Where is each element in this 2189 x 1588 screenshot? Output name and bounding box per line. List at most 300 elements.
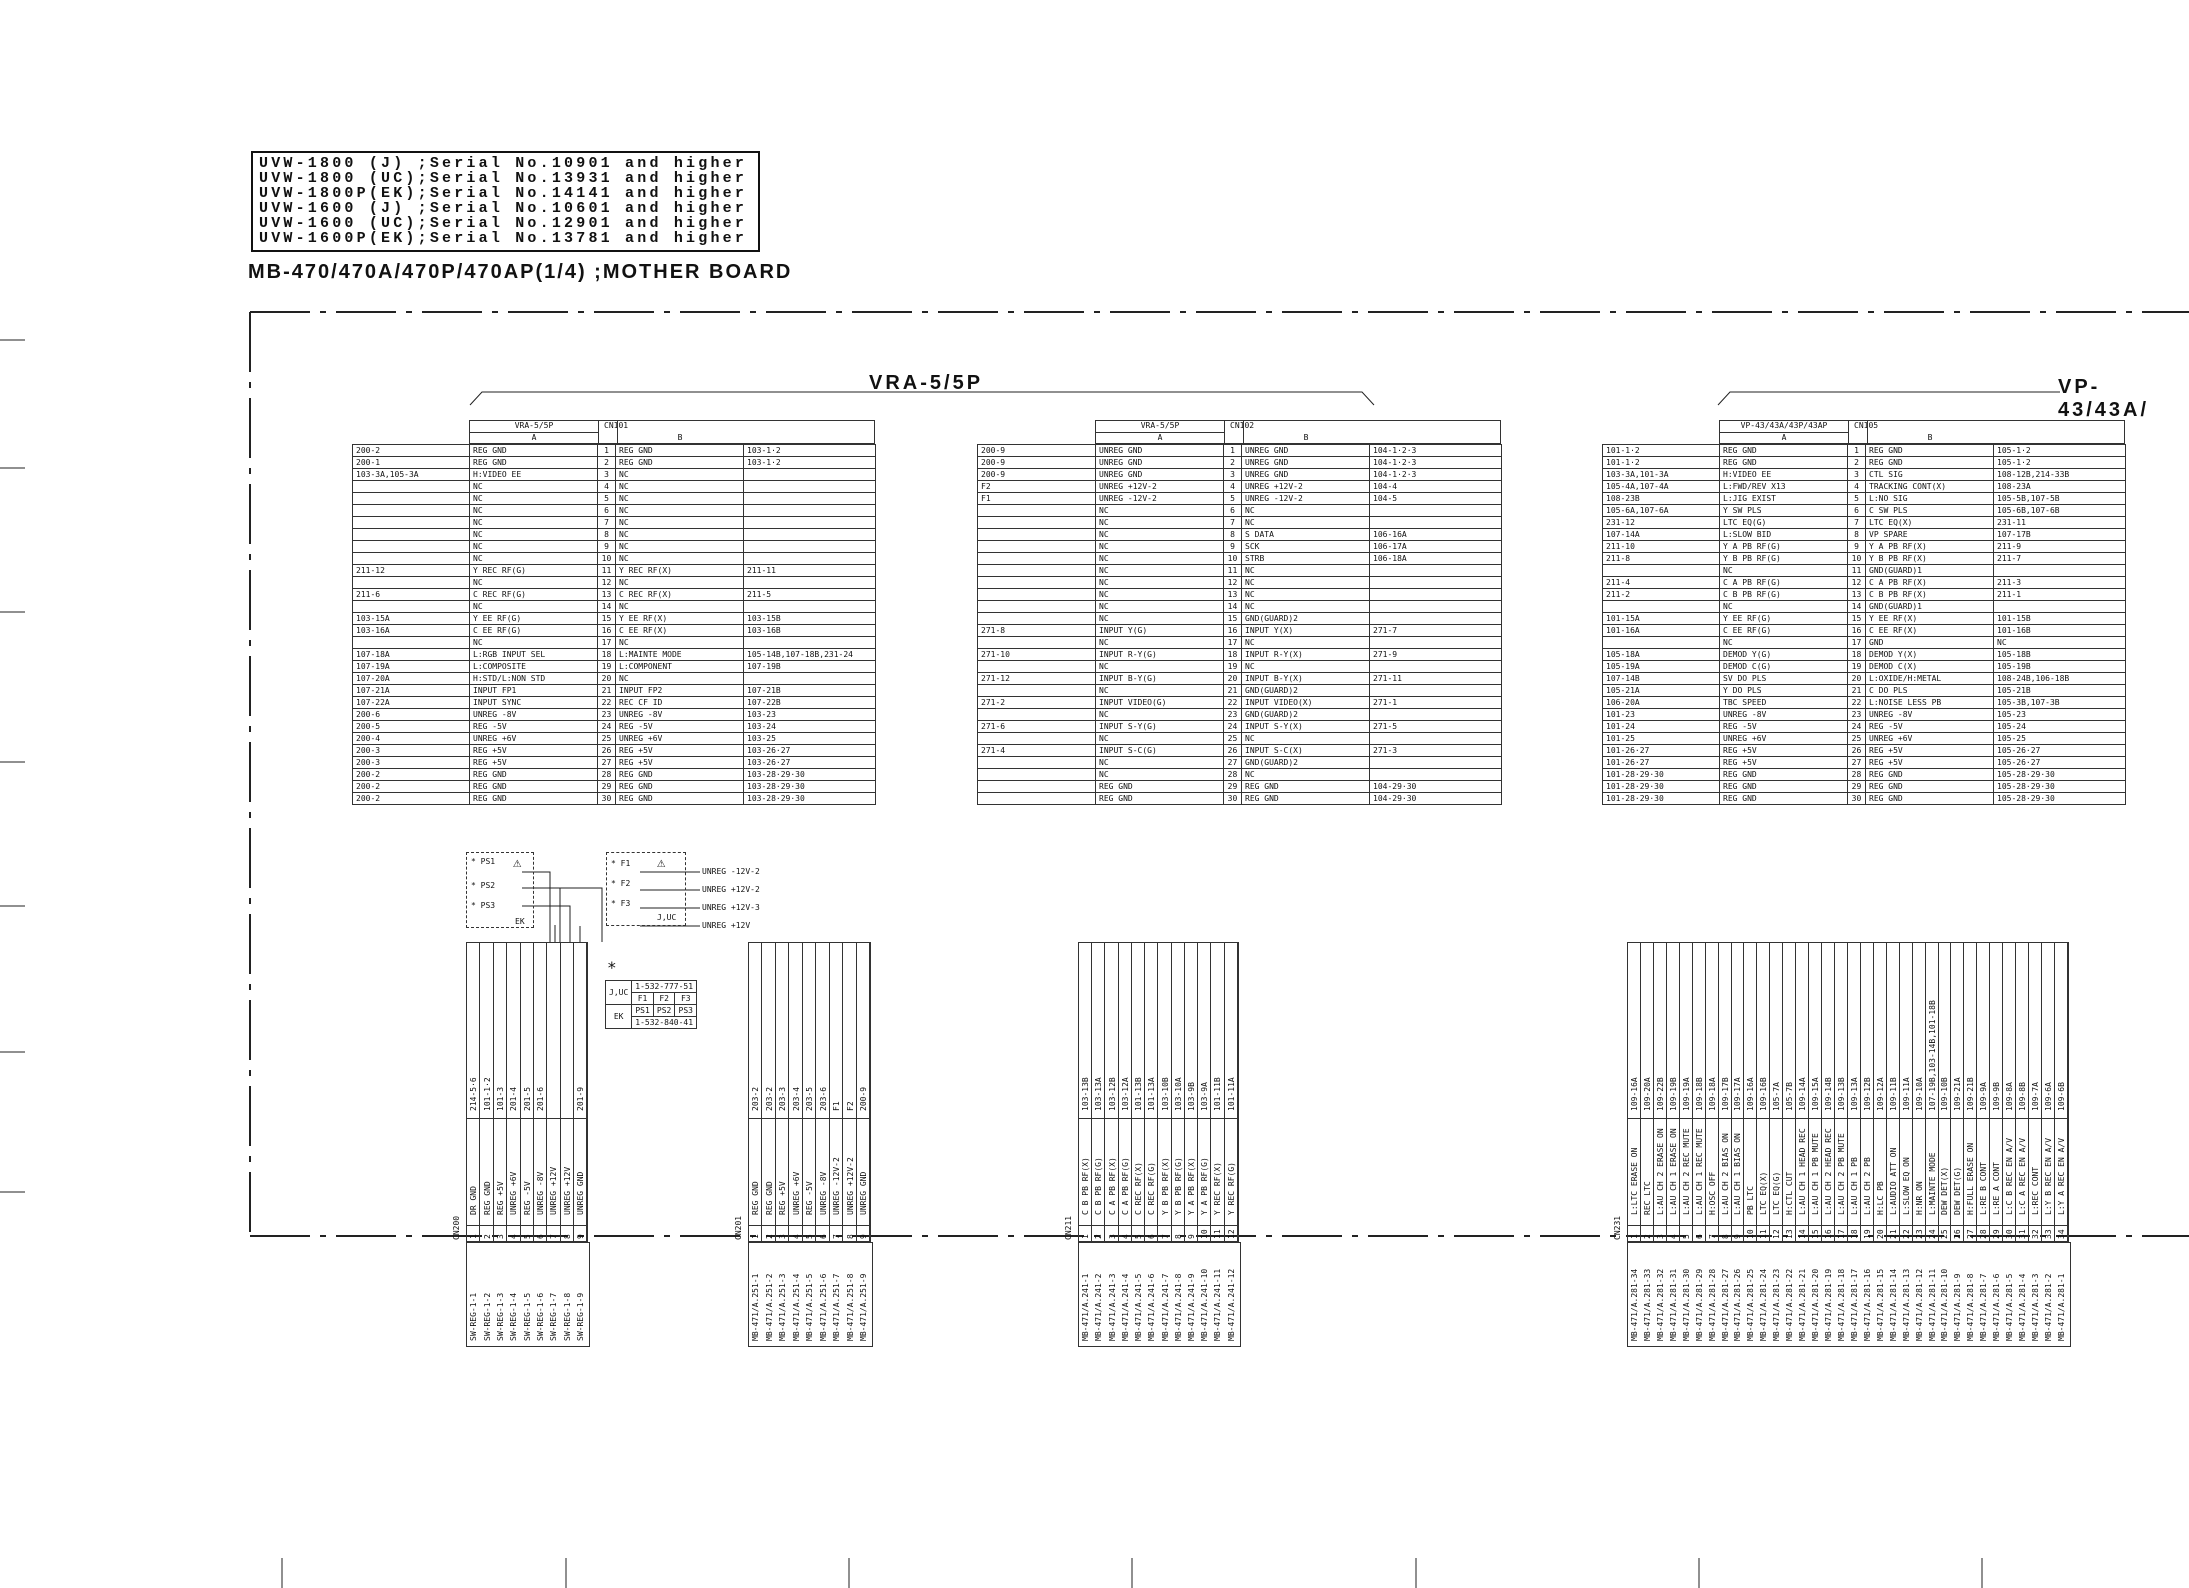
signal-a: REG +5V xyxy=(1720,745,1848,757)
signal-b: CTL SIG xyxy=(1866,469,1994,481)
ref-b: 211-1 xyxy=(1994,589,2126,601)
signal-a: NC xyxy=(470,493,598,505)
pin-number: 7 xyxy=(1224,517,1242,529)
pin-signal: Y A PB RF(X) xyxy=(1186,1157,1196,1215)
pin-bottom-ref: MB-471/A.281-20 xyxy=(1811,1268,1821,1341)
connector-pin-column xyxy=(561,943,574,1341)
connector-pin-column xyxy=(1990,943,2003,1341)
pin-top-ref: 201-6 xyxy=(536,1086,546,1111)
connector-pin-column xyxy=(1887,943,1900,1341)
ref-b: 231-11 xyxy=(1994,517,2126,529)
pin-bottom-ref: MB-471/A.241-4 xyxy=(1120,1273,1130,1341)
signal-a: NC xyxy=(1096,661,1224,673)
ref-b xyxy=(1370,661,1502,673)
table-row xyxy=(978,637,1502,649)
ref-a: F2 xyxy=(978,481,1096,493)
pin-bottom-ref: MB-471/A.281-2 xyxy=(2043,1273,2053,1341)
table-row xyxy=(1603,553,2126,565)
pin-top-ref: 109-12B xyxy=(1862,1077,1872,1111)
signal-a: Y REC RF(G) xyxy=(470,565,598,577)
ref-a: 200-2 xyxy=(353,769,470,781)
pin-number: 27 xyxy=(1848,757,1866,769)
table-row xyxy=(978,529,1502,541)
pin-top-ref: 105-7A xyxy=(1772,1082,1782,1111)
pin-number: 16 xyxy=(598,625,616,637)
table-row xyxy=(353,673,876,685)
pin-top-ref: 109-13A xyxy=(1849,1077,1859,1111)
connector-lower-ref-box xyxy=(1078,1242,1241,1347)
pin-signal: REG GND xyxy=(751,1181,761,1215)
ref-a: 103-3A,105-3A xyxy=(353,469,470,481)
ref-a xyxy=(353,577,470,589)
pin-number: 5 xyxy=(805,1234,815,1239)
pin-bottom-ref: MB-471/A.241-1 xyxy=(1081,1273,1091,1341)
ref-a xyxy=(978,709,1096,721)
pin-number: 25 xyxy=(598,733,616,745)
pin-number: 27 xyxy=(1966,1229,1976,1239)
connector-pin-column xyxy=(1706,943,1719,1341)
pin-bottom-ref: MB-471/A.281-21 xyxy=(1798,1268,1808,1341)
pin-number: 18 xyxy=(1848,649,1866,661)
pin-signal: Y A PB RF(G) xyxy=(1200,1157,1210,1215)
serial-line: UVW-1600 (UC);Serial No.12901 and higher xyxy=(259,215,748,232)
signal-b: REG GND xyxy=(1242,793,1370,805)
pin-signal: C A PB RF(G) xyxy=(1120,1157,1130,1215)
pin-number: 7 xyxy=(832,1234,842,1239)
signal-b: REG -5V xyxy=(1866,721,1994,733)
connector-name: CN102 xyxy=(1230,421,1255,430)
pin-top-ref: 109-8A xyxy=(2005,1082,2015,1111)
serial-line: UVW-1600 (J) ;Serial No.10601 and higher xyxy=(259,200,748,217)
fuse-region-label: J,UC xyxy=(657,913,677,922)
connector-pin-column xyxy=(1185,943,1198,1341)
connector-pin-column xyxy=(1211,943,1224,1341)
connector-pin-column xyxy=(816,943,829,1341)
ref-b: 103-25 xyxy=(744,733,876,745)
ref-b xyxy=(1994,601,2126,613)
fuse-cell: F1 xyxy=(632,993,654,1005)
pin-signal: L:AU CH 1 PB xyxy=(1849,1157,1859,1215)
signal-a: NC xyxy=(1096,637,1224,649)
table-row xyxy=(353,757,876,769)
pin-signal: REG GND xyxy=(482,1181,492,1215)
column-b: B xyxy=(1303,433,1309,442)
ref-a xyxy=(978,553,1096,565)
pin-number: 33 xyxy=(2043,1229,2053,1239)
pin-number: 24 xyxy=(598,721,616,733)
pin-signal: L:RE B CONT xyxy=(1979,1162,1989,1215)
ref-a: 200-1 xyxy=(353,457,470,469)
pin-bottom-ref: MB-471/A.281-13 xyxy=(1901,1268,1911,1341)
signal-b: NC xyxy=(616,517,744,529)
ref-b: 211-11 xyxy=(744,565,876,577)
pin-bottom-ref: MB-471/A.281-12 xyxy=(1914,1268,1924,1341)
pin-number: 1 xyxy=(1224,445,1242,457)
signal-a: H:VIDEO EE xyxy=(1720,469,1848,481)
pin-signal: UNREG GND xyxy=(576,1171,586,1215)
ref-b xyxy=(1370,757,1502,769)
table-row xyxy=(978,481,1502,493)
pin-number: 2 xyxy=(482,1234,492,1239)
signal-b: NC xyxy=(1242,661,1370,673)
pin-number: 5 xyxy=(1134,1234,1144,1239)
ref-b xyxy=(1370,685,1502,697)
pin-number: 17 xyxy=(1836,1229,1846,1239)
pin-top-ref: 109-14B xyxy=(1824,1077,1834,1111)
table-row xyxy=(1603,493,2126,505)
fuse-label: * F2 xyxy=(611,879,631,888)
ref-b: 107-22B xyxy=(744,697,876,709)
ref-b xyxy=(744,541,876,553)
connector-pin-column xyxy=(2016,943,2029,1341)
signal-b: NC xyxy=(1242,637,1370,649)
table-row xyxy=(1603,517,2126,529)
connector-pin-column xyxy=(857,943,870,1341)
pin-bottom-ref: SW-REG-1-2 xyxy=(482,1292,492,1341)
cn105-header xyxy=(1719,420,2125,444)
pin-top-ref: 109-15A xyxy=(1811,1077,1821,1111)
pin-bottom-ref: MB-471/A.251-4 xyxy=(791,1273,801,1341)
signal-b: NC xyxy=(616,505,744,517)
signal-b: C B PB RF(X) xyxy=(1866,589,1994,601)
pin-signal: REG +5V xyxy=(495,1181,505,1215)
pin-number: 22 xyxy=(1848,697,1866,709)
table-row xyxy=(1603,793,2126,805)
ref-a xyxy=(978,589,1096,601)
signal-b: INPUT S-C(X) xyxy=(1242,745,1370,757)
signal-a: NC xyxy=(1720,601,1848,613)
pin-number: 2 xyxy=(1642,1234,1652,1239)
pin-number: 24 xyxy=(1224,721,1242,733)
signal-a: UNREG GND xyxy=(1096,445,1224,457)
pin-bottom-ref: MB-471/A.281-27 xyxy=(1720,1268,1730,1341)
pin-signal: DR GND xyxy=(469,1186,479,1215)
ref-b: 101-16B xyxy=(1994,625,2126,637)
ref-a: 101-1·2 xyxy=(1603,457,1720,469)
table-row xyxy=(978,781,1502,793)
signal-a: NC xyxy=(1096,517,1224,529)
pin-signal: REG -5V xyxy=(522,1181,532,1215)
pin-number: 14 xyxy=(1798,1229,1808,1239)
connector-pin-column xyxy=(1092,943,1105,1341)
pin-bottom-ref: MB-471/A.251-9 xyxy=(859,1273,869,1341)
pin-bottom-ref: MB-471/A.281-28 xyxy=(1707,1268,1717,1341)
signal-a: NC xyxy=(470,577,598,589)
signal-b: L:OXIDE/H:METAL xyxy=(1866,673,1994,685)
ref-a xyxy=(353,601,470,613)
pin-top-ref: 103-9A xyxy=(1200,1082,1210,1111)
signal-a: C B PB RF(G) xyxy=(1720,589,1848,601)
signal-b: REG +5V xyxy=(1866,757,1994,769)
connector-pin-column xyxy=(2029,943,2042,1341)
pin-number: 7 xyxy=(1707,1234,1717,1239)
pin-signal: L:AU CH 1 ERASE ON xyxy=(1668,1128,1678,1215)
ref-a: 105-4A,107-4A xyxy=(1603,481,1720,493)
pin-signal: UNREG GND xyxy=(859,1171,869,1215)
pin-number: 2 xyxy=(764,1234,774,1239)
pin-signal: C B PB RF(G) xyxy=(1094,1157,1104,1215)
ref-a xyxy=(353,481,470,493)
ref-b xyxy=(1370,565,1502,577)
connector-pin-column xyxy=(1732,943,1745,1341)
ref-a: 271-2 xyxy=(978,697,1096,709)
pin-number: 9 xyxy=(576,1234,586,1239)
pin-number: 13 xyxy=(1785,1229,1795,1239)
pin-bottom-ref: SW-REG-1-3 xyxy=(495,1292,505,1341)
signal-b: REG GND xyxy=(616,769,744,781)
pin-top-ref: 109-16A xyxy=(1746,1077,1756,1111)
table-row xyxy=(353,793,876,805)
connector-pin-column xyxy=(1900,943,1913,1341)
ref-a xyxy=(353,505,470,517)
ref-b: 105-14B,107-18B,231-24 xyxy=(744,649,876,661)
signal-a: INPUT S-Y(G) xyxy=(1096,721,1224,733)
table-row xyxy=(1603,649,2126,661)
pin-top-ref: 101-3 xyxy=(495,1086,505,1111)
pin-number: 30 xyxy=(1848,793,1866,805)
signal-a: TBC SPEED xyxy=(1720,697,1848,709)
connector-pin-column xyxy=(467,943,480,1341)
signal-a: SV DO PLS xyxy=(1720,673,1848,685)
pin-bottom-ref: MB-471/A.281-17 xyxy=(1849,1268,1859,1341)
table-row xyxy=(978,445,1502,457)
pin-number: 19 xyxy=(1848,661,1866,673)
pin-signal: UNREG -8V xyxy=(818,1171,828,1215)
pin-number: 21 xyxy=(1848,685,1866,697)
ref-a: 101-1·2 xyxy=(1603,445,1720,457)
pin-number: 30 xyxy=(2005,1229,2015,1239)
ref-b: 107-17B xyxy=(1994,529,2126,541)
ref-b xyxy=(1370,505,1502,517)
pin-number: 7 xyxy=(1848,517,1866,529)
pin-top-ref: 109-6B xyxy=(2056,1082,2066,1111)
ref-b: 104-5 xyxy=(1370,493,1502,505)
connector-pin-column xyxy=(789,943,802,1341)
serial-line: UVW-1600P(EK);Serial No.13781 and higher xyxy=(259,230,748,247)
pin-top-ref: 109-9B xyxy=(1992,1082,2002,1111)
table-row xyxy=(978,757,1502,769)
signal-b: NC xyxy=(616,553,744,565)
connector-pin-column xyxy=(1225,943,1238,1341)
ref-b: 105-28·29·30 xyxy=(1994,769,2126,781)
pin-top-ref: 101-1·2 xyxy=(482,1077,492,1111)
ref-b xyxy=(744,493,876,505)
pin-top-ref: 109-7A xyxy=(2031,1082,2041,1111)
output-label: UNREG +12V-3 xyxy=(702,903,760,912)
ref-a: 271-12 xyxy=(978,673,1096,685)
signal-b: Y EE RF(X) xyxy=(616,613,744,625)
fuse-cell: F3 xyxy=(675,993,697,1005)
signal-a: UNREG -8V xyxy=(470,709,598,721)
pin-signal: UNREG +12V-2 xyxy=(845,1157,855,1215)
pin-number: 21 xyxy=(1224,685,1242,697)
signal-a: NC xyxy=(1096,577,1224,589)
pin-top-ref: 101-11B xyxy=(1213,1077,1223,1111)
table-row xyxy=(978,517,1502,529)
connector-name: CN200 xyxy=(452,1215,461,1240)
ref-b xyxy=(1370,709,1502,721)
connector-pin-column xyxy=(1628,943,1641,1341)
region-cell: EK xyxy=(606,1005,632,1029)
pin-bottom-ref: MB-471/A.251-5 xyxy=(805,1273,815,1341)
pin-top-ref: 200-9 xyxy=(859,1086,869,1111)
pin-number: 6 xyxy=(1848,505,1866,517)
pin-bottom-ref: MB-471/A.281-31 xyxy=(1668,1268,1678,1341)
ref-a xyxy=(353,517,470,529)
signal-b: REG +5V xyxy=(616,757,744,769)
pin-number: 25 xyxy=(1940,1229,1950,1239)
pin-bottom-ref: MB-471/A.241-7 xyxy=(1160,1273,1170,1341)
pin-top-ref: 109-11A xyxy=(1901,1077,1911,1111)
table-row xyxy=(1603,757,2126,769)
pin-number: 1 xyxy=(469,1234,479,1239)
table-row xyxy=(353,769,876,781)
pin-number: 8 xyxy=(1173,1234,1183,1239)
ref-a: 200-2 xyxy=(353,793,470,805)
pin-signal: L:C B REC EN A/V xyxy=(2005,1137,2015,1215)
signal-a: NC xyxy=(1096,757,1224,769)
connector-pin-column xyxy=(830,943,843,1341)
signal-a: NC xyxy=(470,601,598,613)
table-row xyxy=(353,517,876,529)
ref-b xyxy=(744,637,876,649)
ref-a: 107-20A xyxy=(353,673,470,685)
signal-a: REG GND xyxy=(470,793,598,805)
signal-b: UNREG -12V-2 xyxy=(1242,493,1370,505)
connector-name: CN211 xyxy=(1064,1215,1073,1240)
pin-number: 10 xyxy=(1848,553,1866,565)
ref-b: 104-1·2·3 xyxy=(1370,469,1502,481)
signal-a: INPUT FP1 xyxy=(470,685,598,697)
pin-number: 16 xyxy=(1224,625,1242,637)
signal-b: INPUT VIDEO(X) xyxy=(1242,697,1370,709)
ref-a: 211-6 xyxy=(353,589,470,601)
ref-a xyxy=(978,685,1096,697)
pin-number: 3 xyxy=(1655,1234,1665,1239)
pin-bottom-ref: MB-471/A.281-25 xyxy=(1746,1268,1756,1341)
table-row xyxy=(353,481,876,493)
ref-a xyxy=(978,613,1096,625)
pin-top-ref: 109-20A xyxy=(1642,1077,1652,1111)
pin-signal: L:AU CH 1 REC MUTE xyxy=(1694,1128,1704,1215)
signal-a: UNREG -12V-2 xyxy=(1096,493,1224,505)
table-row xyxy=(978,493,1502,505)
connector-pin-column xyxy=(2003,943,2016,1341)
table-row xyxy=(353,565,876,577)
signal-a: NC xyxy=(1096,589,1224,601)
pin-signal: L:AU CH 2 REC MUTE xyxy=(1681,1128,1691,1215)
ref-b: 106-18A xyxy=(1370,553,1502,565)
pin-number: 4 xyxy=(791,1234,801,1239)
signal-b: NC xyxy=(1242,505,1370,517)
pin-number: 18 xyxy=(1849,1229,1859,1239)
connector-pin-column xyxy=(1926,943,1939,1341)
table-row xyxy=(353,733,876,745)
signal-a: NC xyxy=(470,517,598,529)
pin-number: 3 xyxy=(1224,469,1242,481)
signal-a: REG GND xyxy=(470,445,598,457)
pin-top-ref: 109-18B xyxy=(1694,1077,1704,1111)
pin-top-ref: 109-11B xyxy=(1888,1077,1898,1111)
pin-number: 12 xyxy=(1226,1229,1236,1239)
signal-b: GND(GUARD)2 xyxy=(1242,757,1370,769)
ref-b: 103-28·29·30 xyxy=(744,793,876,805)
table-row xyxy=(1603,637,2126,649)
pin-bottom-ref: MB-471/A.241-3 xyxy=(1107,1273,1117,1341)
pin-signal: UNREG +6V xyxy=(791,1171,801,1215)
signal-b: NC xyxy=(1242,733,1370,745)
ref-b: NC xyxy=(1994,637,2126,649)
fuse-label: * F1 xyxy=(611,859,631,868)
pin-bottom-ref: MB-471/A.281-30 xyxy=(1681,1268,1691,1341)
pin-top-ref: 203-2 xyxy=(751,1086,761,1111)
pin-number: 20 xyxy=(1875,1229,1885,1239)
table-row xyxy=(978,745,1502,757)
ref-b: 211-5 xyxy=(744,589,876,601)
ref-b xyxy=(744,481,876,493)
pin-signal: UNREG +12V xyxy=(549,1166,559,1215)
connector-pin-column xyxy=(1172,943,1185,1341)
ref-b: 271-11 xyxy=(1370,673,1502,685)
ref-b: 105-26·27 xyxy=(1994,757,2126,769)
pin-signal: L:AUDIO ATT ON xyxy=(1888,1147,1898,1215)
table-row xyxy=(1603,697,2126,709)
cn101-header xyxy=(469,420,875,444)
ref-a: F1 xyxy=(978,493,1096,505)
pin-number: 11 xyxy=(1213,1229,1223,1239)
pin-signal: L:C A REC EN A/V xyxy=(2018,1137,2028,1215)
column-a: A xyxy=(531,433,537,442)
connector-pin-column xyxy=(480,943,493,1341)
pin-number: 30 xyxy=(1224,793,1242,805)
connector-pin-column xyxy=(1693,943,1706,1341)
connector-pin-column xyxy=(1079,943,1092,1341)
ref-a xyxy=(1603,601,1720,613)
pin-signal: H:OSC OFF xyxy=(1707,1171,1717,1215)
fuse-cell: PS3 xyxy=(675,1005,697,1017)
ref-b xyxy=(1370,769,1502,781)
ref-a: 101-16A xyxy=(1603,625,1720,637)
signal-a: L:COMPOSITE xyxy=(470,661,598,673)
ref-a: 107-19A xyxy=(353,661,470,673)
pin-top-ref: 103-13A xyxy=(1094,1077,1104,1111)
pin-number: 10 xyxy=(1224,553,1242,565)
pin-signal: L:AU CH 1 BIAS ON xyxy=(1733,1133,1743,1215)
ref-a xyxy=(978,793,1096,805)
pin-bottom-ref: SW-REG-1-4 xyxy=(509,1292,519,1341)
signal-a: Y A PB RF(G) xyxy=(1720,541,1848,553)
table-row xyxy=(1603,457,2126,469)
pin-number: 8 xyxy=(598,529,616,541)
pin-number: 1 xyxy=(1848,445,1866,457)
ref-a xyxy=(353,493,470,505)
pin-number: 28 xyxy=(1979,1229,1989,1239)
ref-b xyxy=(1370,601,1502,613)
connector-pin-column xyxy=(1770,943,1783,1341)
signal-b: NC xyxy=(616,469,744,481)
connector-pin-column xyxy=(1848,943,1861,1341)
signal-a: INPUT VIDEO(G) xyxy=(1096,697,1224,709)
ref-b: 106-16A xyxy=(1370,529,1502,541)
pin-bottom-ref: MB-471/A.281-18 xyxy=(1836,1268,1846,1341)
ref-b xyxy=(1994,565,2126,577)
table-row xyxy=(1603,673,2126,685)
connector-name: CN231 xyxy=(1613,1215,1622,1240)
ref-a: 107-18A xyxy=(353,649,470,661)
pin-bottom-ref: MB-471/A.281-7 xyxy=(1979,1273,1989,1341)
pin-number: 9 xyxy=(1186,1234,1196,1239)
pin-number: 4 xyxy=(1848,481,1866,493)
